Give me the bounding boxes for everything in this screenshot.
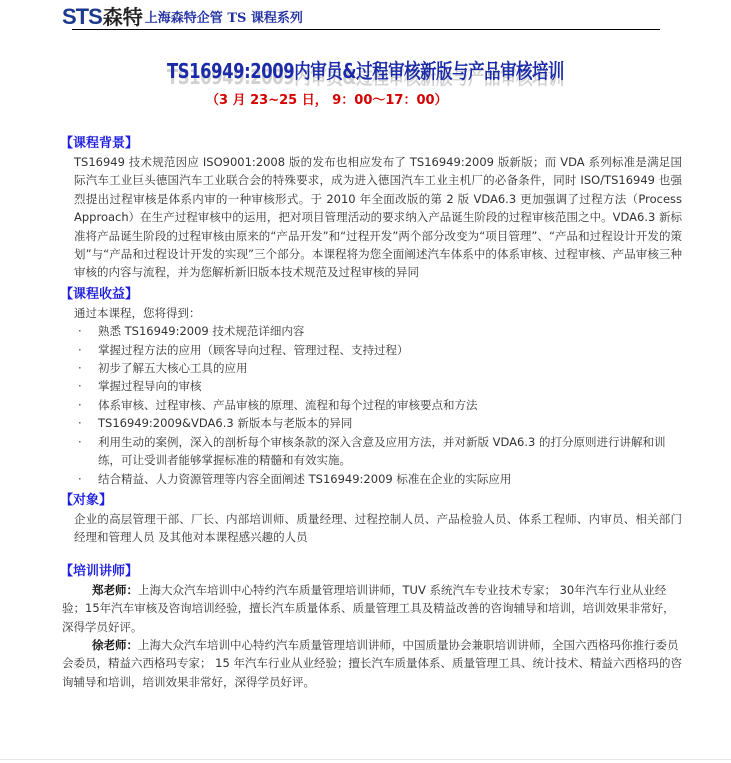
bullet-icon: · [78,342,82,357]
trainer-bio: 上海大众汽车培训中心特约汽车质量管理培训讲师，中国质量协会兼职培训讲师，全国六西格玛你推行委员会委员，精益六西格玛专家； 15 年汽车行业从业经验；擅长汽车质量体系、质量管理工具、统计技术、精益六西格玛的咨询辅导和培训，培训效果非常好，深得学员好评。 [62,637,682,689]
list-item: · 结合精益、人力资源管理等内容全面阐述 TS16949:2009 标准在企业的实际应用 [62,470,682,488]
bullet-icon: · [78,397,82,412]
section-benefits [62,286,682,488]
page-title: TS16949:2009内审员&过程审核新版与产品审核培训 [166,59,565,83]
sts-logo: STS [62,4,102,29]
section-trainers [62,563,682,691]
bullet-icon: · [78,434,82,449]
trainer-name: 郑老师： [92,582,138,597]
trainer-name: 徐老师： [92,637,138,652]
background-text: TS16949 技术规范因应 ISO9001:2008 版的发布也相应发布了 TS16949:2009 版新版；而 VDA 系列标准是满足国际汽车工业巨头德国汽车工业联合会的特殊要求，成为进入德国汽车工业主机厂的必备条件，同时 ISO/TS16949 也强烈提出过程审核是体系内审的一种审核形式。于 2010 年全面改版的第 2 版 VDA6.3 更加强调了过程方法（Process Approach）在生产过程审核中的运用，把对项目管理活动的要求纳入产品诞生阶段的过程审核范围之中。VDA6.3 新标准将产品诞生阶段的过程审核由原来的“产品开发”和“过程开发”两个部分改变为“项目管理”、“产品和过程设计开发的策划”与“产品和过程设计开发的实现”三个部分。本课程将为您全面阐述汽车体系中的体系审核、过程审核、产品审核三种审核的内容与流程，并为您解析新旧版本技术规范及过程审核的异同 [74,155,682,280]
page-header [62,6,303,28]
bullet-icon: · [78,379,82,394]
bullet-icon: · [78,416,82,431]
section-heading-benefits: 【课程收益】 [60,286,139,302]
list-item: · 体系审核、过程审核、产品审核的原理、流程和每个过程的审核要点和方法 [62,396,682,414]
document-body [62,135,682,691]
header-subtitle: 上海森特企管 TS 课程系列 [144,11,303,26]
list-item: · TS16949:2009&VDA6.3 新版本与老版本的异同 [62,414,682,432]
list-item: · 掌握过程导向的审核 [62,377,682,395]
list-item: · 掌握过程方法的应用（顾客导向过程、管理过程、支持过程） [62,341,682,359]
trainer-entry [62,581,682,636]
bullet-icon: · [78,324,82,339]
sts-logo-chinese: 森特 [102,5,143,29]
list-item: · 熟悉 TS16949:2009 技术规范详细内容 [62,322,682,340]
benefits-list [62,322,682,488]
list-item: · 初步了解五大核心工具的应用 [62,359,682,377]
bullet-icon: · [78,361,82,376]
list-item: · 利用生动的案例，深入的剖析每个审核条款的深入含意及应用方法，并对新版 VDA6.3 的打分原则进行讲解和训练，可让受训者能够掌握标准的精髓和有效实施。 [78,434,666,468]
header-divider [72,29,660,30]
section-heading-trainers: 【培训讲师】 [60,563,139,579]
audience-text: 企业的高层管理干部、厂长、内部培训师、质量经理、过程控制人员、产品检验人员、体系工程师、内审员、相关部门经理和管理人员 及其他对本课程感兴趣的人员 [74,511,682,545]
trainer-bio: 上海大众汽车培训中心特约汽车质量管理培训讲师，TUV 系统汽车专业技术专家； 30年汽车行业从业经验；15年汽车审核及咨询培训经验，擅长汽车质量体系、质量管理工具及精益改善的咨询辅导和培训，培训效果非常好，深得学员好评。 [62,582,675,634]
section-heading-background: 【课程背景】 [60,136,139,151]
section-background [62,135,682,282]
benefits-intro: 通过本课程，您将得到： [74,305,201,320]
section-heading-audience: 【对象】 [60,492,113,508]
trainer-entry [62,636,682,691]
section-audience [62,492,682,547]
course-date: （3 月 23~25 日， 9：00～17：00） [206,93,448,108]
page-bottom-border [0,759,731,760]
bullet-icon: · [78,471,82,486]
